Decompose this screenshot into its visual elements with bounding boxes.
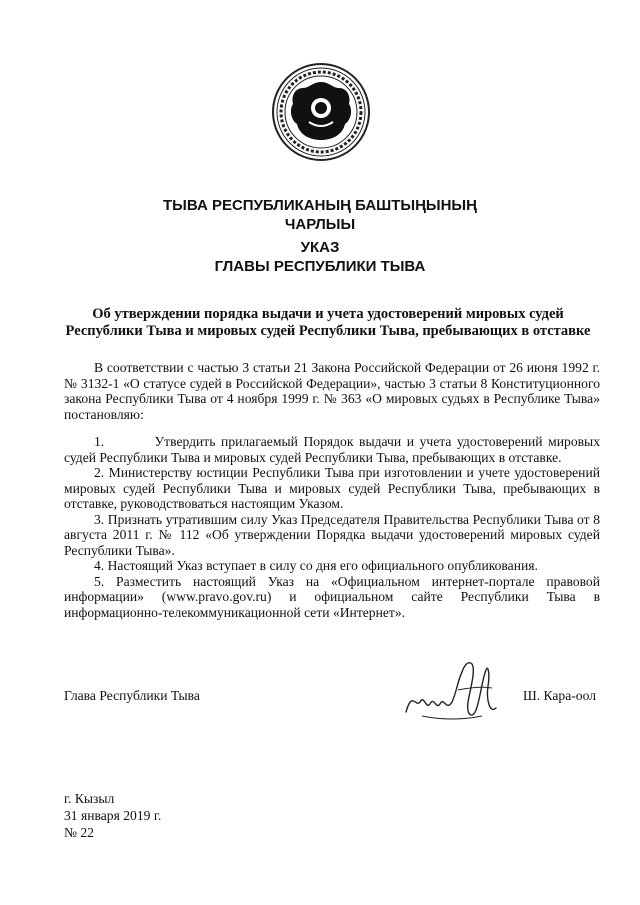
header-tuvan-line: ТЫВА РЕСПУБЛИКАНЫҢ БАШТЫҢЫНЫҢ bbox=[163, 197, 477, 214]
signer-title: Глава Республики Тыва bbox=[64, 688, 200, 703]
document-subject bbox=[56, 306, 600, 340]
republic-of-tuva-emblem-icon bbox=[271, 62, 371, 162]
footer-place: г. Кызыл bbox=[64, 791, 115, 806]
header-tuvan bbox=[0, 196, 640, 234]
handwritten-signature-icon bbox=[402, 650, 502, 730]
clause-5: 5. Разместить настоящий Указ на «Официальном интернет-портале правовой информации» (www.pravo.gov.ru) и официальном сайте Республики Тыва в информационно-телекоммуникационной сети «Интернет». bbox=[64, 573, 600, 620]
header-russian-line: УКАЗ bbox=[300, 239, 340, 256]
header-tuvan-line: ЧАРЛЫЫ bbox=[284, 216, 356, 233]
clause-3: 3. Признать утратившим силу Указ Председателя Правительства Республики Тыва от 8 августа 2011 г. № 112 «Об утверждении Порядка выдачи удостоверений мировых судей Республики Тыва». bbox=[64, 511, 600, 558]
header-russian bbox=[0, 238, 640, 276]
clause-1: 1. Утвердить прилагаемый Порядок выдачи и учета удостоверений мировых судей Республики Тыва и мировых судей Республики Тыва, пребывающих в отставке. bbox=[64, 434, 600, 465]
document-body bbox=[64, 360, 600, 620]
footer-date: 31 января 2019 г. bbox=[64, 808, 162, 823]
preamble: В соответствии с частью 3 статьи 21 Закона Российской Федерации от 26 июня 1992 г. № 3132-1 «О статусе судей в Российской Федерации», частью 3 статьи 8 Конституционного закона Республики Тыва от 4 ноября 1999 г. № 363 «О мировых судьях в Республике Тыва» постановляю: bbox=[64, 360, 600, 422]
subject-line: Республики Тыва и мировых судей Республики Тыва, пребывающих в отставке bbox=[65, 323, 591, 339]
document-footer bbox=[64, 790, 161, 841]
footer-number: № 22 bbox=[64, 825, 94, 840]
signer-name: Ш. Кара-оол bbox=[523, 688, 596, 703]
clause-2: 2. Министерству юстиции Республики Тыва при изготовлении и учете удостоверений мировых судей Республики Тыва и мировых судей Республики Тыва, пребывающих в отставке, руководствоваться настоящим Указом. bbox=[64, 465, 600, 511]
clause-4: 4. Настоящий Указ вступает в силу со дня его официального опубликования. bbox=[94, 558, 538, 573]
header-russian-line: ГЛАВЫ РЕСПУБЛИКИ ТЫВА bbox=[214, 258, 426, 275]
subject-line: Об утверждении порядка выдачи и учета удостоверений мировых судей bbox=[92, 306, 564, 322]
